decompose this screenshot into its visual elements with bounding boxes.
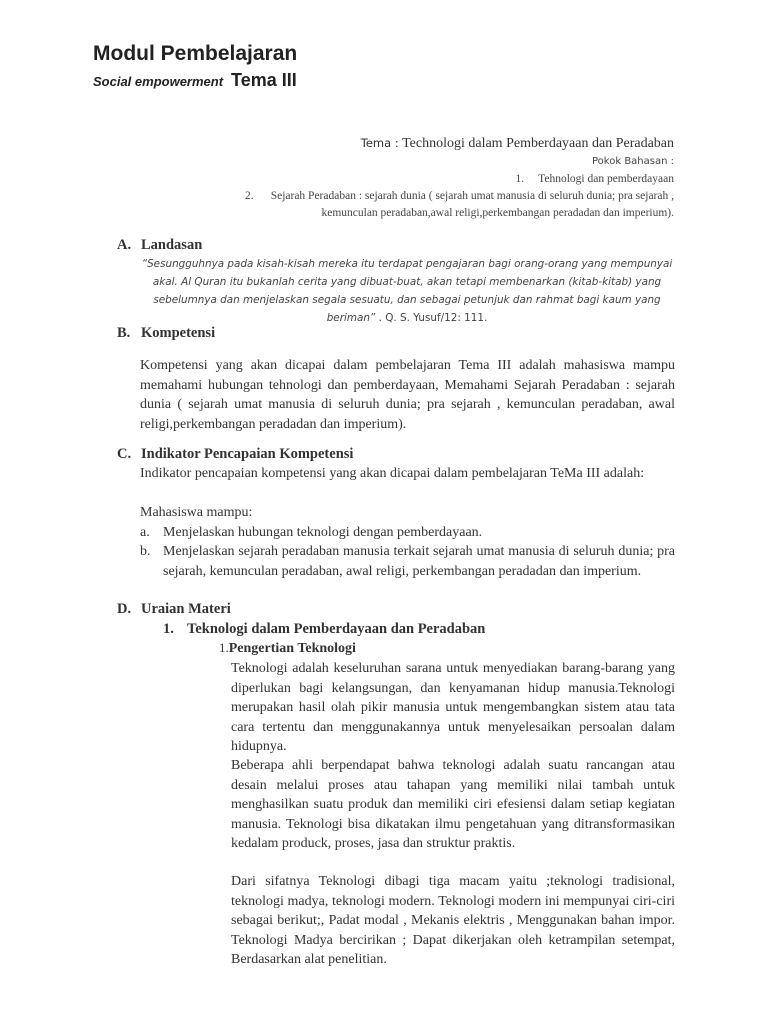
pokok-item-1 — [516, 173, 675, 185]
section-d-heading — [117, 601, 231, 618]
section-b-heading — [117, 325, 215, 342]
section-title: Indikator Pencapaian Kompetensi — [141, 446, 354, 462]
pokok-item-text: Tehnologi dan pemberdayaan — [538, 173, 674, 185]
uraian-paragraph-1: Teknologi adalah keseluruhan sarana untuk menyediakan barang-barang yang diperlukan bagi kelangsungan, dan kenyamanan hidup manusia.Teknologi merupakan hasil olah pikir manusia untuk mengembangkan sistem atau tata cara tertentu dan menggunakannya untuk menyelesaikan persoalan dalam hidupnya. — [231, 661, 675, 754]
section-letter: D. — [117, 601, 132, 617]
tema-heading — [361, 135, 674, 152]
item-text: Menjelaskan sejarah peradaban manusia terkait sejarah umat manusia di seluruh dunia; pra sejarah, kemunculan peradaban, awal religi, perkembangan peradadan dan imperium. — [163, 544, 675, 579]
section-letter: B. — [117, 325, 131, 341]
pokok-bahasan-label: Pokok Bahasan : — [592, 156, 674, 167]
section-title: Kompetensi — [141, 325, 216, 341]
subsection-number: 1. — [219, 640, 229, 655]
subsection-title: Pengertian Teknologi — [228, 641, 356, 656]
indikator-intro: Indikator pencapaian kompetensi yang akan dicapai dalam pembelajaran TeMa III adalah: — [140, 466, 645, 481]
section-title: Landasan — [141, 237, 203, 253]
uraian-paragraph-3: Dari sifatnya Teknologi dibagi tiga macam yaitu ;teknologi tradisional, teknologi madya, teknologi modern. Teknologi modern ini mempunyai ciri-ciri sebagai berikut;, Padat modal , Mekanis elektris , Menggunakan bahan impor. Teknologi Madya bercirikan ; Dapat dikerjakan oleh ketrampilan setempat, Berdasarkan alat penelitian. — [231, 874, 675, 967]
pokok-item-2 — [245, 188, 674, 221]
tema-label: Tema : — [360, 136, 399, 150]
subsection-title: Teknologi dalam Pemberdayaan dan Peradaban — [187, 621, 486, 637]
quote-citation: . Q. S. Yusuf/12: 111. — [378, 312, 488, 324]
pokok-item-number: 2. — [245, 190, 254, 202]
landasan-quote — [140, 255, 674, 327]
item-marker: b. — [140, 544, 151, 559]
pokok-item-number: 1. — [515, 173, 525, 185]
item-text: Menjelaskan hubungan teknologi dengan pemberdayaan. — [163, 525, 483, 540]
indikator-item-a — [140, 523, 675, 543]
section-letter: C. — [117, 446, 132, 462]
section-c-heading — [117, 446, 353, 463]
section-letter: A. — [117, 237, 132, 253]
tema-value: Technologi dalam Pemberdayaan dan Peradaban — [402, 136, 674, 151]
subsection-1-heading — [163, 621, 485, 638]
pokok-item-text: Sejarah Peradaban : sejarah dunia ( sejarah umat manusia di seluruh dunia; pra sejarah , kemunculan peradaban,awal religi,perkembangan peradadan dan imperium). — [270, 190, 674, 219]
subsection-1-1-heading — [219, 640, 356, 657]
section-a-heading — [117, 237, 202, 254]
item-marker: a. — [140, 525, 150, 540]
uraian-paragraph-2: Beberapa ahli berpendapat bahwa teknologi adalah suatu rancangan atau desain melalui proses atau tahapan yang memiliki nilai tambah untuk menghasilkan suatu produk dan memiliki ciri efesiensi dalam setiap kegiatan manusia. Teknologi bisa dikatakan ilmu pengetahuan yang ditransformasikan kedalam produck, proses, jasa dan struktur praktis. — [231, 758, 675, 851]
module-subtitle — [93, 70, 297, 91]
mahasiswa-mampu: Mahasiswa mampu: — [140, 505, 253, 520]
subtitle-social-empowerment: Social empowerment — [93, 74, 224, 89]
kompetensi-paragraph: Kompetensi yang akan dicapai dalam pembelajaran Tema III adalah mahasiswa mampu memahami hubungan tehnologi dan pemberdayaan, Memahami Sejarah Peradaban : sejarah dunia ( sejarah umat manusia di seluruh dunia; pra sejarah , kemunculan peradaban, awal religi,perkembangan peradadan dan imperium). — [140, 358, 675, 432]
section-title: Uraian Materi — [141, 601, 231, 617]
module-title: Modul Pembelajaran — [93, 42, 298, 65]
indikator-item-b — [140, 542, 675, 581]
subsection-number: 1. — [163, 621, 174, 637]
subtitle-tema: Tema III — [231, 70, 297, 90]
quote-text: “Sesungguhnya pada kisah-kisah mereka itu terdapat pengajaran bagi orang-orang yang mempunyai akal. Al Quran itu bukanlah cerita yang dibuat-buat, akan tetapi membenarkan (kitab-kitab) yang sebelumnya dan menjelaskan segala sesuatu, dan sebagai petunjuk dan rahmat bagi kaum yang beriman” — [141, 258, 673, 324]
